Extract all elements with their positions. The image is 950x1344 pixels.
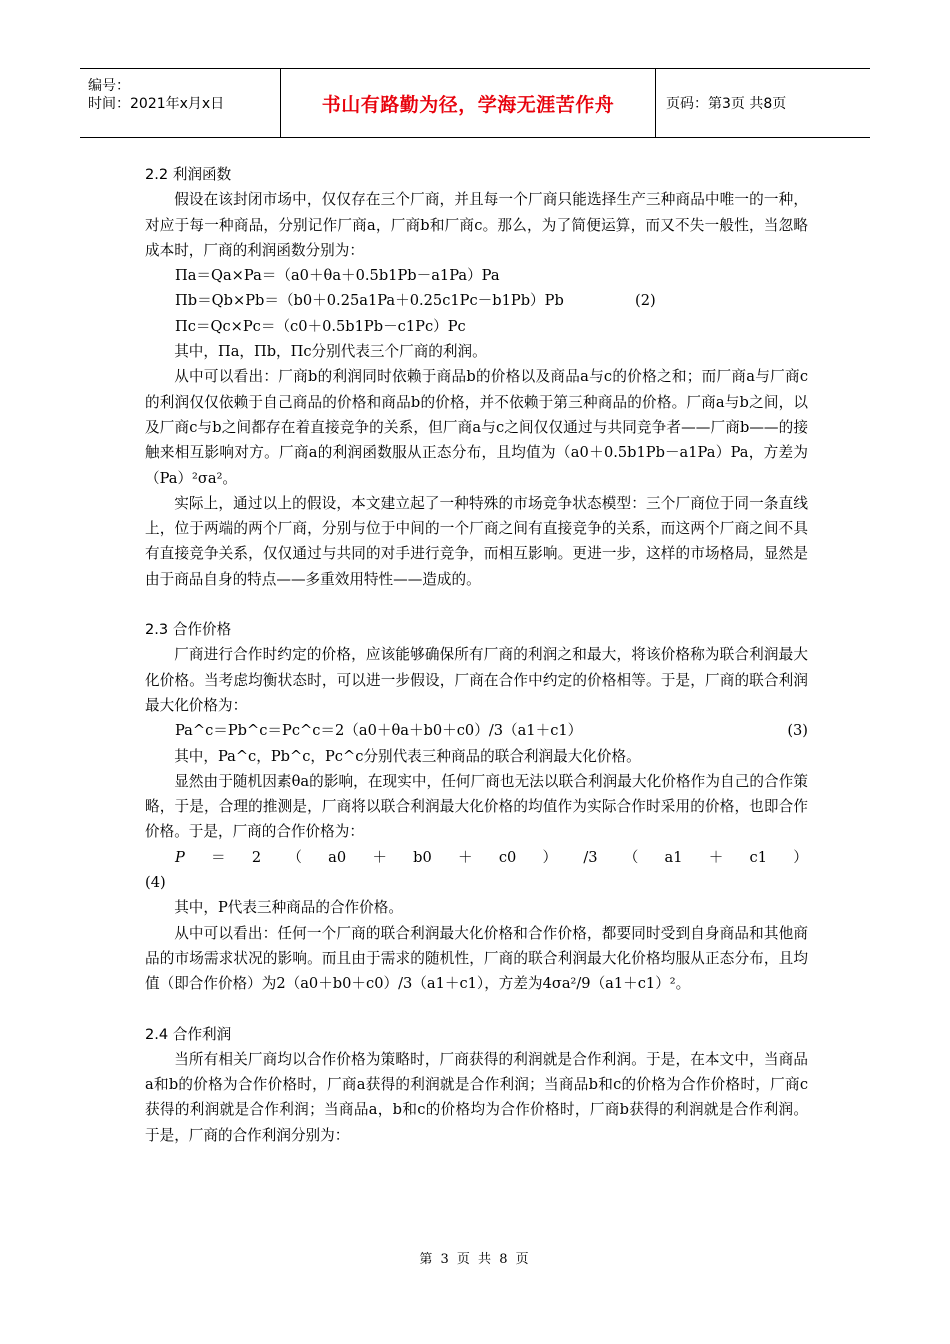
eq-token: c1 [749, 848, 768, 866]
document-body [145, 162, 808, 1148]
eq-token: b0 [413, 848, 432, 866]
eq-token: P [175, 848, 185, 866]
equation-number: (3) [787, 722, 808, 740]
number-label: 编号： [88, 78, 130, 94]
equation-profit-b: Πb＝Qb×Pb＝（b0＋0.25a1Pa＋0.25c1Pc－b1Pb）Pb [175, 292, 564, 310]
page-info: 页码：第3页 共8页 [666, 96, 787, 112]
eq-token: ） [793, 848, 808, 866]
eq-token: ＋ [372, 848, 387, 866]
section-title-2-4: 2.4 合作利润 [145, 1025, 232, 1043]
eq-token: ＝ [211, 848, 226, 866]
equation-profit-c: Πc＝Qc×Pc＝（c0＋0.5b1Pb－c1Pc）Pc [175, 317, 466, 335]
eq-token: ＋ [458, 848, 473, 866]
header-meta-cell [80, 69, 281, 137]
eq-token: a1 [664, 848, 683, 866]
time-label: 时间：2021年x月x日 [88, 96, 225, 112]
eq-token: 2 [251, 848, 262, 866]
eq-token: /3 [583, 848, 598, 866]
eq-token: ＋ [708, 848, 724, 866]
eq-token: c0 [498, 848, 517, 866]
equation-number: (4) [145, 874, 166, 892]
spacer [145, 592, 808, 617]
header-motto-cell [281, 69, 656, 137]
paragraph: 假设在该封闭市场中，仅仅存在三个厂商，并且每一个厂商只能选择生产三种商品中唯一的一种，对应于每一种商品，分别记作厂商a，厂商b和厂商c。那么，为了简便运算，而又不失一般性，当忽略成本时，厂商的利润函数分别为： [145, 191, 808, 259]
page-footer: 第 3 页 共 8 页 [419, 1252, 531, 1267]
paragraph: 实际上，通过以上的假设，本文建立起了一种特殊的市场竞争状态模型：三个厂商位于同一条直线上，位于两端的两个厂商，分别与位于中间的一个厂商之间有直接竞争的关系，而这两个厂商之间不具有直接竞争关系，仅仅通过与共同的对手进行竞争，而相互影响。更进一步，这样的市场格局，显然是由于商品自身的特点——多重效用特性——造成的。 [145, 494, 808, 588]
equation-joint-price-row [145, 718, 808, 743]
paragraph: 其中，P代表三种商品的合作价格。 [174, 899, 403, 917]
equation-coop-price [145, 845, 808, 870]
paragraph: 其中，Πa，Πb，Πc分别代表三个厂商的利润。 [174, 343, 487, 361]
paragraph: 从中可以看出：厂商b的利润同时依赖于商品b的价格以及商品a与c的价格之和；而厂商a与厂商c的利润仅仅依赖于自己商品的价格和商品b的价格，并不依赖于第三种商品的价格。厂商a与b之间，以及厂商c与b之间都存在着直接竞争的关系，但厂商a与c之间仅仅通过与共同竞争者——厂商b——的接触来相互影响对方。厂商a的利润函数服从正态分布，且均值为（a0＋0.5b1Pb－a1Pa）Pa，方差为（Pa）²σa²。 [145, 368, 808, 487]
header-page-cell [656, 69, 870, 137]
eq-token: （ [623, 848, 639, 866]
equation-profit-b-row [145, 288, 808, 313]
spacer [145, 997, 808, 1022]
paragraph: 显然由于随机因素θa的影响，在现实中，任何厂商也无法以联合利润最大化价格作为自己的合作策略，于是，合理的推测是，厂商将以联合利润最大化价格的均值作为实际合作时采用的价格，也即合作价格。于是，厂商的合作价格为： [145, 772, 808, 841]
equation-joint-price: Pa^c＝Pb^c＝Pc^c＝2（a0＋θa＋b0＋c0）/3（a1＋c1） [175, 722, 583, 740]
eq-token: （ [287, 848, 302, 866]
section-title-2-3: 2.3 合作价格 [145, 621, 232, 639]
equation-profit-a: Πa＝Qa×Pa＝（a0＋θa＋0.5b1Pb－a1Pa）Pa [175, 267, 500, 285]
eq-token: ） [542, 848, 558, 866]
equation-number: (2) [635, 292, 656, 310]
section-title-2-2: 2.2 利润函数 [145, 166, 232, 183]
header-table [80, 68, 870, 138]
paragraph: 厂商进行合作时约定的价格，应该能够确保所有厂商的利润之和最大，将该价格称为联合利润最大化价格。当考虑均衡状态时，可以进一步假设，厂商在合作中约定的价格相等。于是，厂商的联合利润最大化价格为： [145, 646, 808, 714]
paragraph: 从中可以看出：任何一个厂商的联合利润最大化价格和合作价格，都要同时受到自身商品和其他商品的市场需求状况的影响。而且由于需求的随机性，厂商的联合利润最大化价格均服从正态分布，且均值（即合作价格）为2（a0＋b0＋c0）/3（a1＋c1），方差为4σa²/9（a1＋c1）²。 [145, 924, 808, 993]
motto: 书山有路勤为径，学海无涯苦作舟 [321, 93, 615, 116]
paragraph: 当所有相关厂商均以合作价格为策略时，厂商获得的利润就是合作利润。于是，在本文中，当商品a和b的价格为合作价格时，厂商a获得的利润就是合作利润；当商品b和c的价格为合作价格时，厂商c获得的利润就是合作利润；当商品a，b和c的价格均为合作价格时，厂商b获得的利润就是合作利润。于是，厂商的合作利润分别为： [145, 1050, 808, 1144]
eq-token: a0 [328, 848, 347, 866]
paragraph: 其中，Pa^c，Pb^c，Pc^c分别代表三种商品的联合利润最大化价格。 [174, 747, 641, 765]
